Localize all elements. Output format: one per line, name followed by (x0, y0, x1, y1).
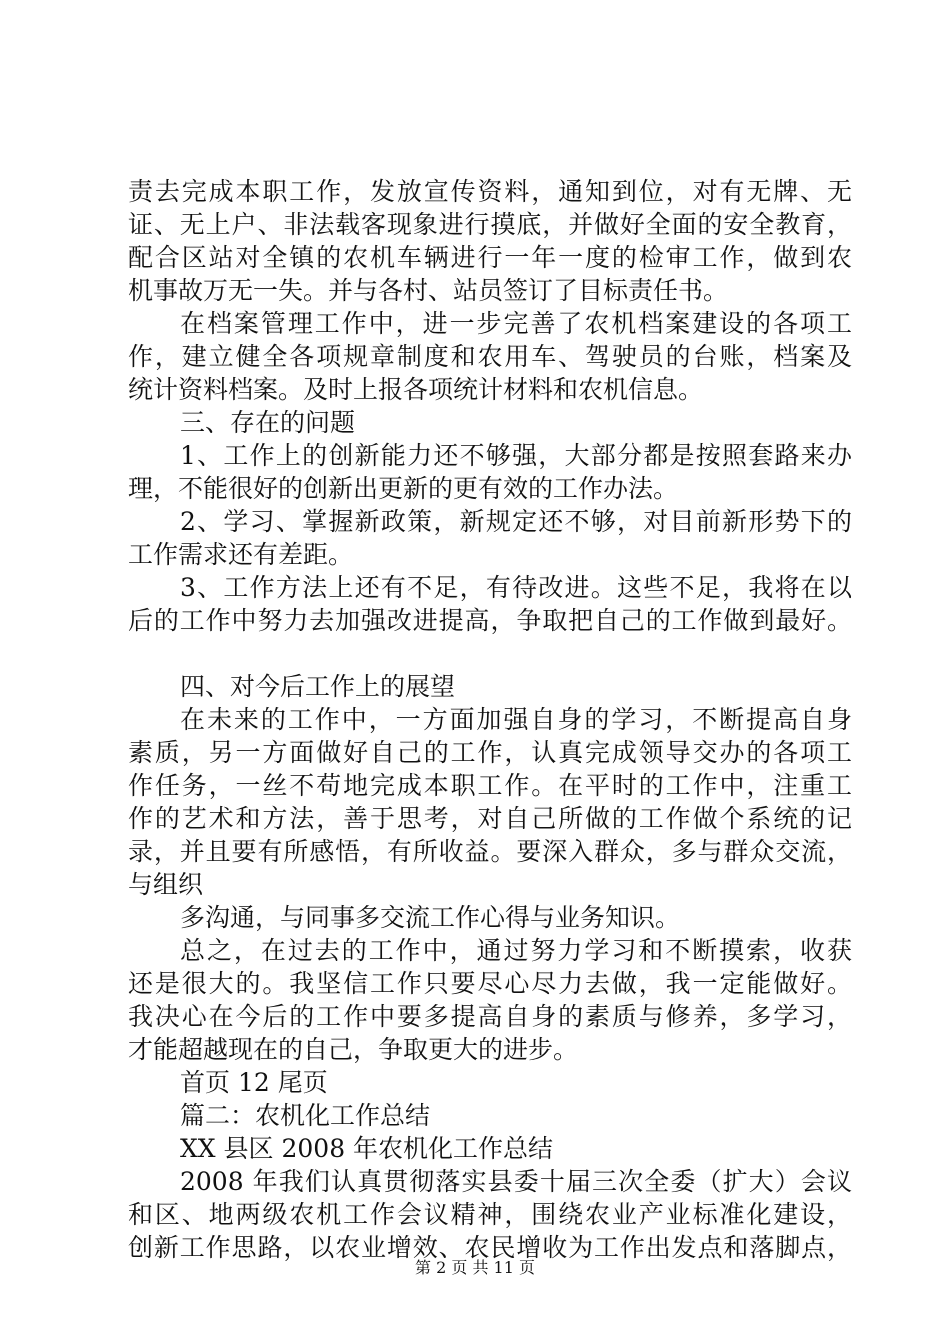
text-line: 我决心在今后的工作中要多提高自身的素质与修养，多学习， (128, 1002, 852, 1031)
text-line: 篇二：农机化工作总结 (180, 1101, 431, 1130)
text-line: 与组织 (128, 870, 204, 899)
text-line: 配合区站对全镇的农机车辆进行一年一度的检审工作，做到农 (128, 243, 852, 272)
text-line: 作，建立健全各项规章制度和农用车、驾驶员的台账，档案及 (128, 342, 852, 371)
text-line: 作的艺术和方法，善于思考，对自己所做的工作做个系统的记 (128, 804, 852, 833)
blank-line (128, 637, 852, 670)
text-line: 3、工作方法上还有不足，有待改进。这些不足，我将在以 (180, 573, 852, 602)
text-line: 工作需求还有差距。 (128, 540, 354, 569)
text-line: 后的工作中努力去加强改进提高，争取把自己的工作做到最好。 (128, 606, 852, 635)
text-line: 四、对今后工作上的展望 (180, 672, 456, 701)
text-line: 1、工作上的创新能力还不够强，大部分都是按照套路来办 (180, 441, 852, 470)
text-line: 创新工作思路，以农业增效、农民增收为工作出发点和落脚点， (128, 1233, 852, 1262)
page-footer: 第 2 页 共 11 页 (415, 1258, 535, 1277)
text-line: 理，不能很好的创新出更新的更有效的工作办法。 (128, 474, 679, 503)
text-line: 证、无上户、非法载客现象进行摸底，并做好全面的安全教育， (128, 210, 852, 239)
text-line: 录，并且要有所感悟，有所收益。要深入群众，多与群众交流， (128, 837, 852, 866)
text-line: 2008 年我们认真贯彻落实县委十届三次全委（扩大）会议 (180, 1167, 852, 1196)
text-line: 统计资料档案。及时上报各项统计材料和农机信息。 (128, 375, 704, 404)
text-line: 机事故万无一失。并与各村、站员签订了目标责任书。 (128, 276, 729, 305)
text-line: 素质，另一方面做好自己的工作，认真完成领导交办的各项工 (128, 738, 852, 767)
text-line: 总之，在过去的工作中，通过努力学习和不断摸索，收获 (180, 936, 852, 965)
text-line: XX 县区 2008 年农机化工作总结 (180, 1134, 554, 1163)
text-line: 多沟通，与同事多交流工作心得与业务知识。 (180, 903, 681, 932)
text-line: 和区、地两级农机工作会议精神，围绕农业产业标准化建设， (128, 1200, 852, 1229)
document-body (128, 175, 852, 1264)
text-line: 在未来的工作中，一方面加强自身的学习，不断提高自身 (180, 705, 852, 734)
text-line: 首页 12 尾页 (180, 1068, 328, 1097)
text-line: 责去完成本职工作，发放宣传资料，通知到位，对有无牌、无 (128, 177, 852, 206)
text-line: 三、存在的问题 (180, 408, 356, 437)
text-line: 在档案管理工作中，进一步完善了农机档案建设的各项工 (180, 309, 852, 338)
text-line: 2、学习、掌握新政策，新规定还不够，对目前新形势下的 (180, 507, 852, 536)
text-line: 才能超越现在的自己，争取更大的进步。 (128, 1035, 579, 1064)
text-line: 作任务，一丝不苟地完成本职工作。在平时的工作中，注重工 (128, 771, 852, 800)
text-line: 还是很大的。我坚信工作只要尽心尽力去做，我一定能做好。 (128, 969, 852, 998)
